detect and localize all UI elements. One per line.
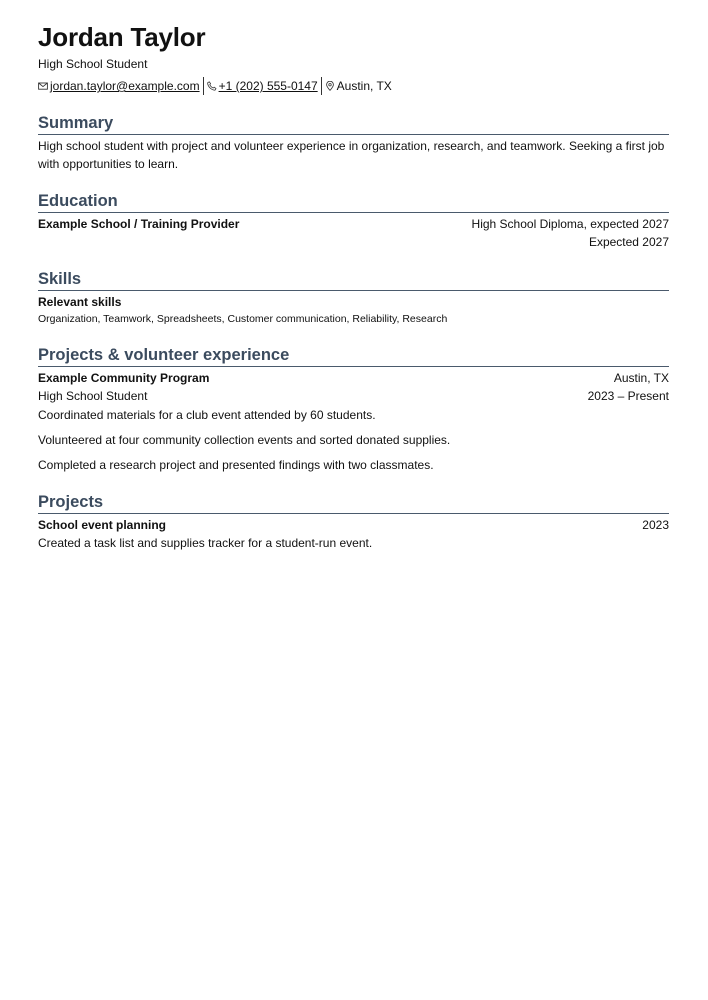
- skills-list: Organization, Teamwork, Spreadsheets, Customer communication, Reliability, Research: [38, 313, 448, 325]
- summary-section: [38, 113, 669, 173]
- education-date: Expected 2027: [588, 235, 669, 249]
- skills-section: [38, 269, 669, 327]
- phone-link[interactable]: +1 (202) 555-0147: [218, 79, 318, 93]
- projects-section: [38, 492, 669, 552]
- experience-bullet: Completed a research project and presented findings with two classmates.: [38, 458, 434, 472]
- section-title: Projects & volunteer experience: [38, 345, 669, 367]
- education-section: [38, 191, 669, 251]
- contact-phone: [207, 78, 318, 94]
- experience-location: Austin, TX: [613, 371, 669, 385]
- contact-location: [325, 78, 392, 94]
- contact-email: [38, 78, 200, 94]
- section-title: Projects: [38, 492, 669, 514]
- experience-role-row: [38, 387, 669, 405]
- education-row: [38, 215, 669, 233]
- phone-icon: [207, 81, 217, 91]
- map-pin-icon: [325, 81, 335, 91]
- envelope-icon: [38, 81, 48, 91]
- organization-name: Example Community Program: [38, 371, 210, 385]
- experience-bullet: Coordinated materials for a club event attended by 60 students.: [38, 408, 376, 422]
- project-name: School event planning: [38, 518, 167, 532]
- experience-dates: 2023 – Present: [587, 389, 669, 403]
- experience-bullet: Volunteered at four community collection events and sorted donated supplies.: [38, 433, 451, 447]
- location-text: Austin, TX: [336, 79, 392, 93]
- contact-bar: [38, 77, 669, 95]
- contact-divider: [321, 77, 322, 95]
- section-title: Summary: [38, 113, 669, 135]
- experience-header-row: [38, 369, 669, 387]
- skills-label: Relevant skills: [38, 295, 122, 309]
- section-title: Education: [38, 191, 669, 213]
- candidate-name: Jordan Taylor: [38, 22, 206, 52]
- section-title: Skills: [38, 269, 669, 291]
- experience-role: High School Student: [38, 389, 148, 403]
- resume-page: [38, 20, 669, 552]
- school-name: Example School / Training Provider: [38, 217, 240, 231]
- contact-divider: [203, 77, 204, 95]
- education-date-row: [38, 233, 669, 251]
- project-header-row: [38, 516, 669, 534]
- degree: High School Diploma, expected 2027: [471, 217, 669, 231]
- email-link[interactable]: jordan.taylor@example.com: [50, 79, 200, 93]
- experience-section: [38, 345, 669, 474]
- project-description: Created a task list and supplies tracker for a student-run event.: [38, 536, 373, 550]
- candidate-headline: High School Student: [38, 57, 148, 71]
- summary-text: High school student with project and volunteer experience in organization, research, and teamwork. Seeking a first job with opportunities to learn.: [38, 139, 665, 171]
- project-year: 2023: [642, 518, 669, 532]
